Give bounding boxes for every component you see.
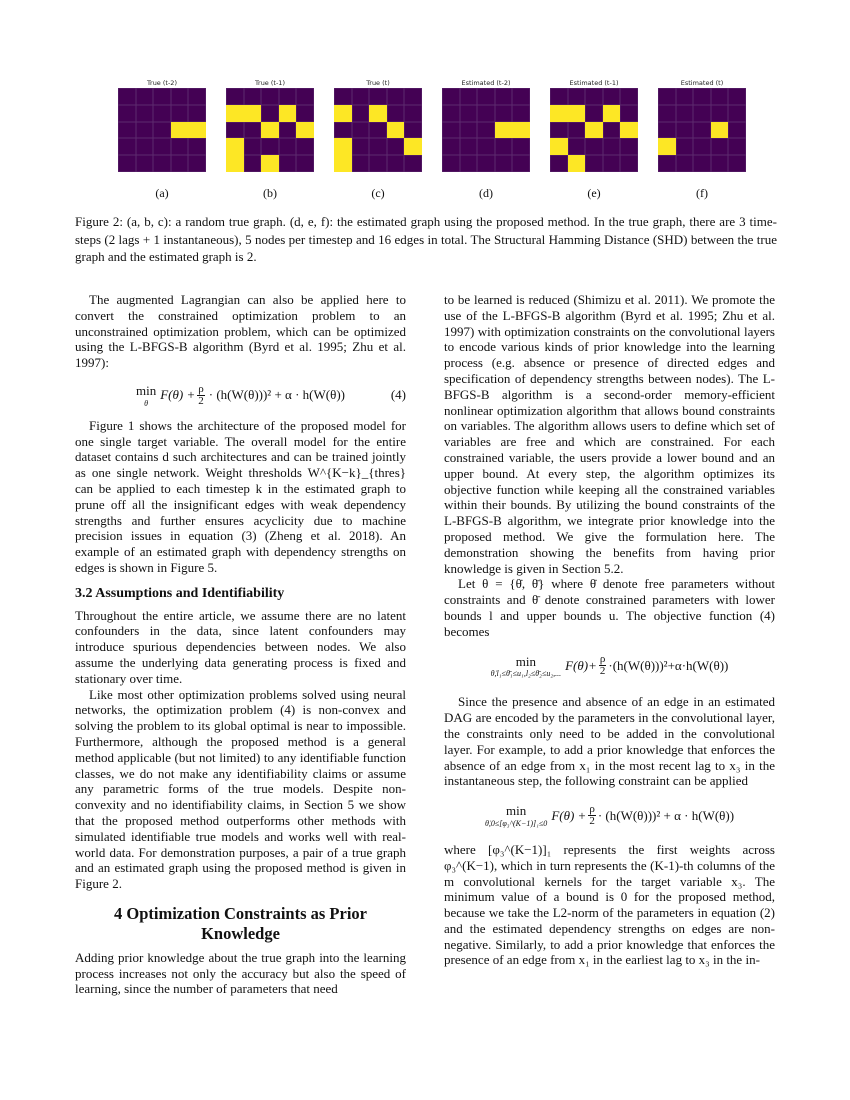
right-column <box>444 292 775 968</box>
edge-cell <box>261 122 279 139</box>
empty-cell <box>279 122 297 139</box>
panel-label: (e) <box>587 186 601 200</box>
empty-cell <box>711 88 729 105</box>
empty-cell <box>153 138 171 155</box>
empty-cell <box>334 88 352 105</box>
panel-label: (f) <box>696 186 708 200</box>
edge-cell <box>226 138 244 155</box>
paragraph: Let θ = {θ̇, θ̄} where θ̇ denote free parameters without constraints and θ̄ denote constrained parameters with lower bounds l and upper bounds u. The objective function (4) becomes <box>444 576 775 639</box>
empty-cell <box>404 105 422 122</box>
empty-cell <box>118 155 136 172</box>
empty-cell <box>477 138 495 155</box>
empty-cell <box>477 155 495 172</box>
empty-cell <box>279 155 297 172</box>
edge-cell <box>171 122 189 139</box>
empty-cell <box>711 155 729 172</box>
panel-title: Estimated (t-2) <box>461 79 511 87</box>
edge-cell <box>568 155 586 172</box>
edge-cell <box>334 138 352 155</box>
edge-cell <box>188 122 206 139</box>
empty-cell <box>118 88 136 105</box>
empty-cell <box>442 155 460 172</box>
empty-cell <box>658 88 676 105</box>
fraction: $\frac{\rho}{2}$ <box>589 803 595 827</box>
empty-cell <box>352 155 370 172</box>
empty-cell <box>728 155 746 172</box>
empty-cell <box>296 155 314 172</box>
empty-cell <box>693 105 711 122</box>
empty-cell <box>550 122 568 139</box>
left-column <box>75 292 406 997</box>
empty-cell <box>153 88 171 105</box>
edge-cell <box>334 105 352 122</box>
equation-rest: ·(h(W(θ)))²+α·h(W(θ)) <box>608 658 729 674</box>
empty-cell <box>568 138 586 155</box>
edge-cell <box>244 105 262 122</box>
empty-cell <box>442 122 460 139</box>
edge-cell <box>620 122 638 139</box>
empty-cell <box>136 155 154 172</box>
empty-cell <box>495 88 513 105</box>
adjacency-heatmap <box>226 88 314 172</box>
empty-cell <box>136 105 154 122</box>
empty-cell <box>188 88 206 105</box>
paragraph: Adding prior knowledge about the true graph into the learning process increases not only the accuracy but also the speed of learning, since the number of parameters that need <box>75 949 406 997</box>
panel-title: True (t-2) <box>147 79 177 87</box>
empty-cell <box>603 122 621 139</box>
empty-cell <box>153 105 171 122</box>
empty-cell <box>658 155 676 172</box>
empty-cell <box>728 138 746 155</box>
empty-cell <box>244 88 262 105</box>
empty-cell <box>387 105 405 122</box>
panel-title: True (t-1) <box>255 79 285 87</box>
empty-cell <box>279 88 297 105</box>
empty-cell <box>477 122 495 139</box>
empty-cell <box>136 122 154 139</box>
empty-cell <box>460 155 478 172</box>
empty-cell <box>442 138 460 155</box>
edge-cell <box>404 138 422 155</box>
edge-cell <box>279 105 297 122</box>
edge-cell <box>550 138 568 155</box>
empty-cell <box>188 105 206 122</box>
section-heading-4: 4 Optimization Constraints as Prior Knowledge <box>114 903 367 943</box>
panel-label: (c) <box>371 186 385 200</box>
edge-cell <box>261 155 279 172</box>
panel-title: Estimated (t-1) <box>569 79 619 87</box>
empty-cell <box>512 105 530 122</box>
empty-cell <box>226 122 244 139</box>
equation-absence-constraint <box>444 803 775 828</box>
empty-cell <box>460 122 478 139</box>
empty-cell <box>188 155 206 172</box>
empty-cell <box>404 155 422 172</box>
empty-cell <box>495 105 513 122</box>
empty-cell <box>693 88 711 105</box>
edge-cell <box>334 155 352 172</box>
edge-cell <box>226 155 244 172</box>
empty-cell <box>171 105 189 122</box>
edge-cell <box>711 122 729 139</box>
adjacency-heatmap <box>658 88 746 172</box>
empty-cell <box>676 138 694 155</box>
empty-cell <box>512 138 530 155</box>
empty-cell <box>693 122 711 139</box>
edge-cell <box>296 122 314 139</box>
min-operator: min θ <box>136 382 157 408</box>
empty-cell <box>512 155 530 172</box>
empty-cell <box>387 88 405 105</box>
empty-cell <box>568 88 586 105</box>
empty-cell <box>676 105 694 122</box>
panel-label: (b) <box>263 186 277 200</box>
empty-cell <box>585 138 603 155</box>
empty-cell <box>693 138 711 155</box>
empty-cell <box>387 155 405 172</box>
paragraph: where [φ₃^(K−1)]₁ represents the first weights across φ₃^(K−1), which in turn represents the (K-1)-th columns of the m convolutional kernels for the target variable x₃. The minimum value of a bound is 0 for the proposed method, because we take the L2-norm of the parameters in equation (2) and the estimated dependency strengths on edges are non-negative. Similarly, to add a prior knowledge that enforces the presence of an edge from x₁ in the earliest lag to x₃ in the in- <box>444 841 775 968</box>
empty-cell <box>550 88 568 105</box>
edge-cell <box>585 122 603 139</box>
empty-cell <box>369 138 387 155</box>
empty-cell <box>711 138 729 155</box>
empty-cell <box>477 105 495 122</box>
empty-cell <box>244 138 262 155</box>
paragraph: to be learned is reduced (Shimizu et al. 2011). We promote the use of the L-BFGS-B algorithm (Byrd et al. 1995; Zhu et al. 1997) with optimization constraints on the convolutional layers to encode various kinds of prior knowledge into the learning process (e.g. absence or presence of directed edges and specification of dependency strengths between nodes). The L-BFGS-B algorithm is a second-order memory-efficient nonlinear optimization algorithm that allows bound constraints on variables. The algorithm allows users to define which set of variables are free and which are constrained. For each constrained variable, the users provide a lower bound and an upper bound. At every step, the algorithm optimizes its objective function while keeping all the constrained variables within their bounds. By utilizing the bound constraints of the L-BFGS-B algorithm, we integrate prior knowledge into the proposed method. We give the formulation here. The demonstration showing the benefits from having prior knowledge is given in Section 5.2. <box>444 292 775 576</box>
empty-cell <box>136 138 154 155</box>
empty-cell <box>585 105 603 122</box>
empty-cell <box>620 155 638 172</box>
panel-title: True (t) <box>366 79 390 87</box>
empty-cell <box>603 155 621 172</box>
empty-cell <box>244 155 262 172</box>
adjacency-heatmap <box>550 88 638 172</box>
fraction: $\frac{\rho}{2}$ <box>599 653 606 678</box>
empty-cell <box>711 105 729 122</box>
empty-cell <box>226 88 244 105</box>
empty-cell <box>603 138 621 155</box>
empty-cell <box>460 105 478 122</box>
paragraph: The augmented Lagrangian can also be applied here to convert the constrained optimization problem to an unconstrained optimization problem, which can be optimized using the L-BFGS-B algorithm (Byrd et al. 1995; Zhu et al. 1997): <box>75 292 406 371</box>
adjacency-heatmap <box>118 88 206 172</box>
equation-body: F(θ) + <box>160 387 196 403</box>
empty-cell <box>352 138 370 155</box>
empty-cell <box>676 122 694 139</box>
edge-cell <box>603 105 621 122</box>
edge-cell <box>512 122 530 139</box>
empty-cell <box>568 122 586 139</box>
empty-cell <box>693 155 711 172</box>
empty-cell <box>550 155 568 172</box>
min-operator: min θ̇,0≤[φ₃^(K−1)]₁≤0 <box>484 803 548 828</box>
empty-cell <box>585 88 603 105</box>
empty-cell <box>620 105 638 122</box>
paragraph: Since the presence and absence of an edge in an estimated DAG are encoded by the parameters in the convolutional layer, the constraints only need to be added in the convolutional layer. For example, to add a prior knowledge that enforces the absence of an edge from x₁ in the most recent lag to x₃ in the instantaneous step, the following constraint can be applied <box>444 694 775 789</box>
empty-cell <box>387 138 405 155</box>
empty-cell <box>585 155 603 172</box>
empty-cell <box>495 155 513 172</box>
empty-cell <box>261 138 279 155</box>
figure-caption: Figure 2: (a, b, c): a random true graph. (d, e, f): the estimated graph using the proposed method. In the true graph, there are 3 time-steps (2 lags + 1 instantaneous), 5 nodes per timestep and 16 edges in total. The Structural Hamming Distance (SHD) between the true graph and the estimated graph is 2. <box>75 214 777 264</box>
empty-cell <box>676 88 694 105</box>
empty-cell <box>296 88 314 105</box>
edge-cell <box>226 105 244 122</box>
empty-cell <box>495 138 513 155</box>
empty-cell <box>728 122 746 139</box>
equation-4 <box>75 383 406 408</box>
empty-cell <box>279 138 297 155</box>
panel-label: (a) <box>155 186 169 200</box>
empty-cell <box>296 105 314 122</box>
paragraph: Figure 1 shows the architecture of the proposed model for one single target variable. The overall model for the entire dataset contains d such architectures and can be trained jointly as one single network. Weight thresholds W^{K−k}_{thres} can be applied to each timestep k in the estimated graph to prune off all the insignificant edges with weak dependency strengths and further ensures acyclicity due to machine precision issues in equation (3) (Zheng et al. 2018). An example of an estimated graph with dependency strengths on edges is shown in Figure 5. <box>75 417 406 575</box>
edge-cell <box>568 105 586 122</box>
empty-cell <box>658 105 676 122</box>
min-operator: min θ̇,l₁≤θ̄₁≤u₁,l₂≤θ̄₂≤u₂,... <box>490 653 562 679</box>
panel-label: (d) <box>479 186 493 200</box>
empty-cell <box>244 122 262 139</box>
empty-cell <box>136 88 154 105</box>
empty-cell <box>620 138 638 155</box>
adjacency-heatmap <box>442 88 530 172</box>
edge-cell <box>495 122 513 139</box>
section-heading-3-2: 3.2 Assumptions and Identifiability <box>75 585 285 601</box>
equation-number: (4) <box>390 387 406 403</box>
empty-cell <box>153 122 171 139</box>
empty-cell <box>369 88 387 105</box>
edge-cell <box>369 105 387 122</box>
empty-cell <box>118 122 136 139</box>
empty-cell <box>118 105 136 122</box>
equation-body: F(θ) + <box>551 807 587 823</box>
empty-cell <box>334 122 352 139</box>
empty-cell <box>369 122 387 139</box>
empty-cell <box>728 88 746 105</box>
empty-cell <box>352 122 370 139</box>
empty-cell <box>171 88 189 105</box>
empty-cell <box>620 88 638 105</box>
empty-cell <box>477 88 495 105</box>
empty-cell <box>171 155 189 172</box>
empty-cell <box>512 88 530 105</box>
empty-cell <box>352 88 370 105</box>
fraction: $\frac{\rho}{2}$ <box>198 382 204 407</box>
empty-cell <box>460 88 478 105</box>
empty-cell <box>460 138 478 155</box>
empty-cell <box>261 105 279 122</box>
empty-cell <box>404 122 422 139</box>
empty-cell <box>352 105 370 122</box>
empty-cell <box>404 88 422 105</box>
adjacency-heatmap <box>334 88 422 172</box>
equation-rest: · (h(W(θ)))² + α · h(W(θ)) <box>208 387 345 403</box>
empty-cell <box>188 138 206 155</box>
equation-constrained <box>444 654 775 679</box>
equation-body: F(θ)+ <box>565 658 597 674</box>
empty-cell <box>296 138 314 155</box>
paragraph: Like most other optimization problems solved using neural networks, the optimization problem (4) is non-convex and solving the problem to its global optimal is near to impossible. Furthermore, although the proposed method is a general method applicable (but not limited) to any identifiable function classes, we do not make any identifiability claims or assume any parametric forms of the true models. Despite non-convexity and no identifiability claims, in Section 5 we show that the proposed method outperforms other methods with simulated identifiable true models and works well with real-world data. For demonstration purposes, a pair of a true graph and an estimated graph using the proposed method is given in Figure 2. <box>75 686 406 892</box>
empty-cell <box>171 138 189 155</box>
empty-cell <box>658 122 676 139</box>
empty-cell <box>676 155 694 172</box>
empty-cell <box>118 138 136 155</box>
panel-title: Estimated (t) <box>680 79 724 87</box>
edge-cell <box>658 138 676 155</box>
empty-cell <box>442 105 460 122</box>
empty-cell <box>261 88 279 105</box>
empty-cell <box>603 88 621 105</box>
empty-cell <box>369 155 387 172</box>
empty-cell <box>728 105 746 122</box>
edge-cell <box>550 105 568 122</box>
edge-cell <box>387 122 405 139</box>
paragraph: Throughout the entire article, we assume there are no latent confounders in the data, since latent confounders may introduce spurious dependencies between nodes. We also assume the underlying data generating process is fixed and stationary over time. <box>75 607 406 686</box>
empty-cell <box>153 155 171 172</box>
equation-rest: · (h(W(θ)))² + α · h(W(θ)) <box>597 807 735 823</box>
empty-cell <box>442 88 460 105</box>
